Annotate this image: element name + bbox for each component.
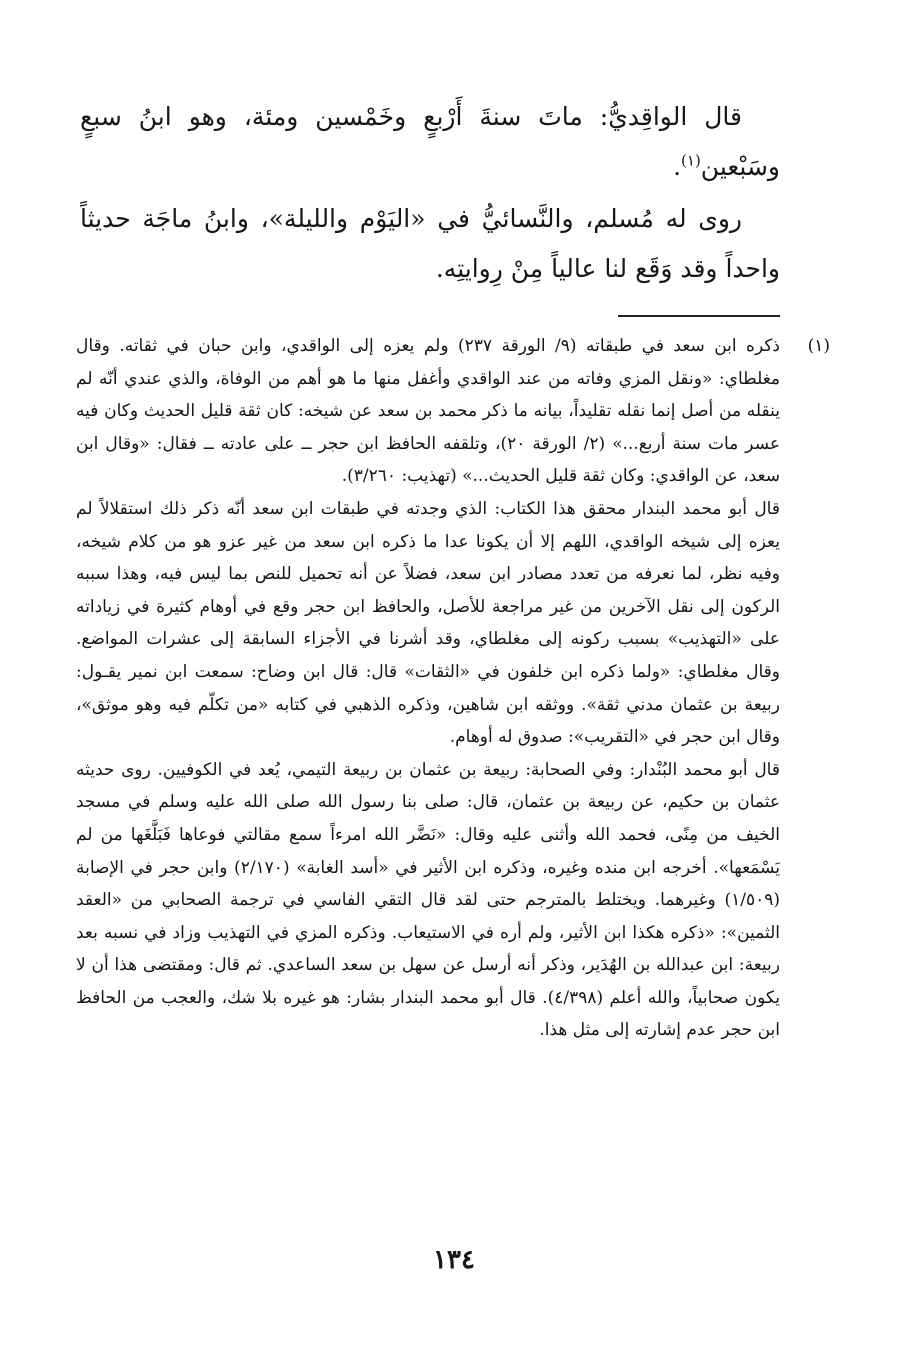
main-paragraph-end: .	[673, 152, 682, 181]
footnote-separator	[618, 315, 780, 317]
footnote-block: قال أبو محمد البندار محقق هذا الكتاب: الذي وجدته في طبقات ابن سعد أنّه ذكر ذلك استقلالاً لم يعزه إلى شيخه الواقدي، اللهم إلا أن يكونا عدا ما ذكره ابن سعد من غير عزو هو من كلام شيخه، وفيه نظر، لما نعرفه من تعدد مصادر ابن سعد، فضلاً عن أنه تحميل للنص بما ليس فيه، وهذا سببه الركون إلى نقل الآخرين من غير مراجعة للأصل، والحافظ ابن حجر وقع في أوهام كثيرة في زياداته على «التهذيب» بسبب ركونه إلى مغلطاي، وقد أشرنا في الأجزاء السابقة إلى عشرات المواضع. وقال مغلطاي: «ولما ذكره ابن خلفون في «الثقات» قال: قال ابن وضاح: سمعت ابن نمير يقـول: ربيعة بن عثمان مدني ثقة». ووثقه ابن شاهين، وذكره الذهبي في كتابه «من تكلّم فيه وهو موثق»، وقال ابن حجر في «التقريب»: صدوق له أوهام.	[76, 498, 780, 748]
main-text	[80, 92, 780, 296]
footnote-block: قال أبو محمد البُنْدار: وفي الصحابة: ربيعة بن عثمان بن ربيعة التيمي، يُعد في الكوفيين. روى حديثه عثمان بن حكيم، عن ربيعة بن عثمان، قال: صلى بنا رسول الله صلى الله عليه وسلم في مسجد الخيف من مِنًى، فحمد الله وأثنى عليه وقال: «نَضَّر الله امرءاً سمع مقالتي فوعاها فَبَلَّغَها من لم يَسْمَعها». أخرجه ابن منده وغيره، وذكره ابن الأثير في «أسد الغابة» (٢/١٧٠) وابن حجر في الإصابة (١/٥٠٩) وغيرهما. ويختلط بالمترجم حتى لقد قال التقي الفاسي في ترجمة الصحابي من «العقد الثمين»: «ذكره هكذا ابن الأثير، ولم أره في الاستيعاب. وذكره المزي في التهذيب وزاد في نسبه بعد ربيعة: ابن عبدالله بن الهُدَير، وذكر أنه أرسل عن سهل بن سعد الساعدي. ثم قال: ومقتضى هذا أن لا يكون صحابياً، والله أعلم (٤/٣٩٨). قال أبو محمد البندار بشار: هو غيره بلا شك، والعجب من الحافظ ابن حجر عدم إشارته إلى مثل هذا.	[76, 759, 780, 1041]
main-paragraph: روى له مُسلم، والنَّسائيُّ في «اليَوْم والليلة»، وابنُ ماجَة حديثاً واحداً وقد وَقَع لنا عالياً مِنْ رِوايتِه.	[80, 204, 780, 283]
footnote-block	[76, 330, 830, 493]
main-paragraph	[80, 92, 780, 192]
page-number: ١٣٤	[433, 1245, 475, 1275]
footnote-number: (١)	[807, 336, 830, 356]
footnote-reference: (١)	[681, 151, 701, 170]
main-paragraph-text: قال الواقِديُّ: ماتَ سنةَ أَرْبعٍ وخَمْسين ومئة، وهو ابنُ سبعٍ وسَبْعين	[80, 102, 780, 181]
footnote-text: ذكره ابن سعد في طبقاته (٩/ الورقة ٢٣٧) ولم يعزه إلى الواقدي، وابن حبان في ثقاته. وقال مغلطاي: «ونقل المزي وفاته من عند الواقدي وأغفل منها ما هو أهم من الوفاة، والذي عندي أنّه لم ينقله من أصل إنما نقله تقليداً، بيانه ما ذكر محمد بن سعد عن شيخه: كان ثقة قليل الحديث وكان فيه عسر مات سنة أربع...» (٢/ الورقة ٢٠)، وتلقفه الحافظ ابن حجر ــ على عادته ــ فقال: «وقال ابن سعد، عن الواقدي: وكان ثقة قليل الحديث...» (تهذيب: ٣/٢٦٠).	[76, 336, 781, 487]
footnotes	[76, 330, 830, 1047]
